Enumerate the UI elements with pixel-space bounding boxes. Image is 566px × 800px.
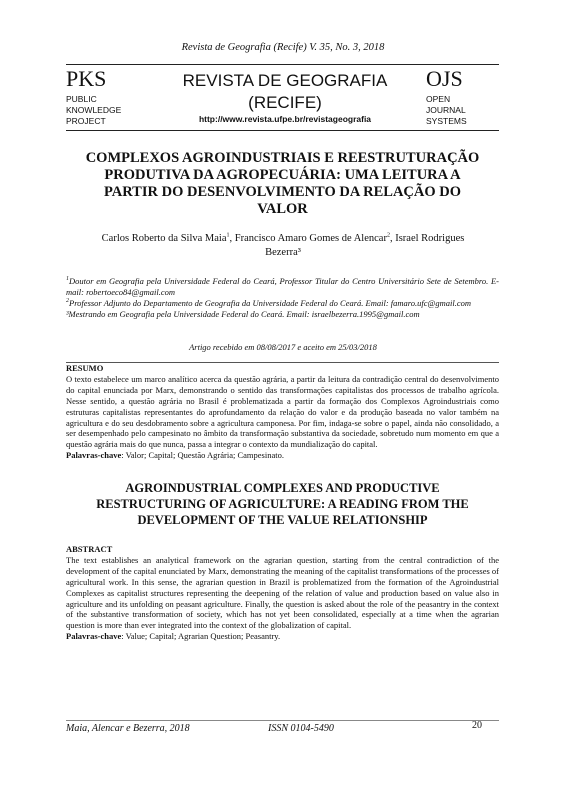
header-bottom-rule bbox=[66, 130, 499, 131]
header-top-rule bbox=[66, 64, 499, 65]
abstract-heading: ABSTRACT bbox=[66, 544, 113, 554]
resumo-keywords bbox=[66, 450, 499, 461]
affiliation-2 bbox=[66, 298, 499, 309]
article-title-pt bbox=[66, 150, 499, 218]
footer-issn: ISSN 0104-5490 bbox=[268, 723, 334, 734]
journal-url[interactable]: http://www.revista.ufpe.br/revistageografia bbox=[198, 114, 372, 124]
pks-full-name bbox=[66, 94, 121, 127]
affiliation-mark: 2 bbox=[66, 298, 69, 305]
ojs-line: OPEN bbox=[426, 94, 451, 104]
affiliation-mark: 1 bbox=[66, 276, 69, 283]
ojs-acronym: OJS bbox=[426, 66, 463, 91]
journal-title-line: REVISTA DE GEOGRAFIA bbox=[182, 71, 388, 90]
resumo-heading: RESUMO bbox=[66, 363, 104, 373]
pks-line: PROJECT bbox=[66, 116, 106, 126]
keywords-label: Palavras-chave bbox=[66, 631, 122, 642]
affiliation-1 bbox=[66, 276, 499, 298]
pks-line: KNOWLEDGE bbox=[66, 105, 122, 115]
journal-title-line: (RECIFE) bbox=[248, 93, 322, 112]
received-accepted-dates: Artigo recebido em 08/08/2017 e aceito em 25/03/2018 bbox=[189, 342, 377, 352]
author-name: , Francisco Amaro Gomes de Alencar bbox=[229, 233, 387, 244]
title-line: VALOR bbox=[257, 201, 308, 217]
affiliation-3: ³Mestrando em Geografia pela Universidade Federal do Ceará. Email: israelbezerra.1995@gmail.com bbox=[66, 309, 420, 319]
affiliation-text: Doutor em Geografia pela Universidade Federal do Ceará, Professor Titular do Centro Universitário Sete de Setembro. E-mail: robertoeco84@gmail.com bbox=[66, 276, 499, 297]
title-line: COMPLEXOS AGROINDUSTRIAIS E REESTRUTURAÇÃO bbox=[85, 150, 480, 166]
title-line: RESTRUCTURING OF AGRICULTURE: A READING FROM THE bbox=[96, 497, 469, 511]
title-line: PRODUTIVA DA AGROPECUÁRIA: UMA LEITURA A bbox=[104, 167, 461, 183]
author-name: , Israel Rodrigues Bezerra³ bbox=[265, 233, 465, 258]
keywords-text: : Value; Capital; Agrarian Question; Peasantry. bbox=[121, 631, 281, 642]
journal-citation: Revista de Geografia (Recife) V. 35, No. 3, 2018 bbox=[181, 42, 385, 53]
ojs-line: SYSTEMS bbox=[426, 116, 467, 126]
page-number: 20 bbox=[472, 720, 482, 731]
pks-acronym: PKS bbox=[66, 66, 107, 91]
title-line: DEVELOPMENT OF THE VALUE RELATIONSHIP bbox=[137, 513, 428, 527]
keywords-text: : Valor; Capital; Questão Agrária; Campesinato. bbox=[121, 450, 284, 461]
ojs-line: JOURNAL bbox=[426, 105, 466, 115]
abstract-text: The text establishes an analytical framework on the agrarian question, starting from the central contradiction of the development of the capital enunciated by Marx, demonstrating the meaning of the capitalist transformations of the processes of agricultural work. In this sense, the agrarian question in Brazil is problematized from the formation of the Agroindustrial Complexes as capitalist structures representing the deepening of the relation of value and production based on value also in agriculture and its unfolding on peasant agriculture. Finally, the question is asked about the role of the peasantry in the context of the substantive transformation of society, which has not yet been consolidated, especially at a time when the agrarian question is more than ever integrated into the context of the globalization of capital. bbox=[66, 554, 499, 631]
author-footnote-mark: 1 bbox=[226, 232, 230, 239]
journal-title bbox=[180, 70, 390, 114]
affiliation-text: Professor Adjunto do Departamento de Geografia da Universidade Federal do Ceará. Email: famaro.ufc@gmail.com bbox=[69, 298, 472, 308]
article-title-en bbox=[76, 480, 489, 528]
author-name: Carlos Roberto da Silva Maia bbox=[101, 233, 227, 244]
footer-authors: Maia, Alencar e Bezerra, 2018 bbox=[66, 723, 190, 734]
ojs-full-name bbox=[426, 94, 467, 127]
abstract-keywords bbox=[66, 631, 499, 642]
title-line: PARTIR DO DESENVOLVIMENTO DA RELAÇÃO DO bbox=[103, 184, 462, 200]
keywords-label: Palavras-chave bbox=[66, 450, 122, 461]
title-line: AGROINDUSTRIAL COMPLEXES AND PRODUCTIVE bbox=[125, 481, 440, 495]
affiliations bbox=[66, 276, 499, 320]
resumo-text: O texto estabelece um marco analítico acerca da questão agrária, a partir da leitura da contradição central do desenvolvimento do capital enunciada por Marx, demonstrando o sentido das transformações capitalistas dos processos de trabalho agrícola. Nesse sentido, a questão agrária no Brasil é problematizada a partir da formação dos Complexos Agroindustriais como estruturas capitalistas representantes do aprofundamento da relação do valor e da produção baseada no valor também na agricultura e do seu desdobramento sobre a agricultura camponesa. Por fim, indaga-se sobre o papel, ainda não consolidado, a ser desempenhado pelo campesinato no âmbito da transformação substantiva da sociedade, sobretudo num momento em que a questão agrária mais do que nunca, passa a integrar o contexto da mundialização do capital. bbox=[66, 373, 499, 450]
footer-rule bbox=[66, 720, 499, 721]
resumo-section bbox=[66, 363, 499, 461]
author-list bbox=[100, 232, 466, 260]
pks-line: PUBLIC bbox=[66, 94, 97, 104]
abstract-section bbox=[66, 544, 499, 642]
author-footnote-mark: 2 bbox=[386, 232, 390, 239]
